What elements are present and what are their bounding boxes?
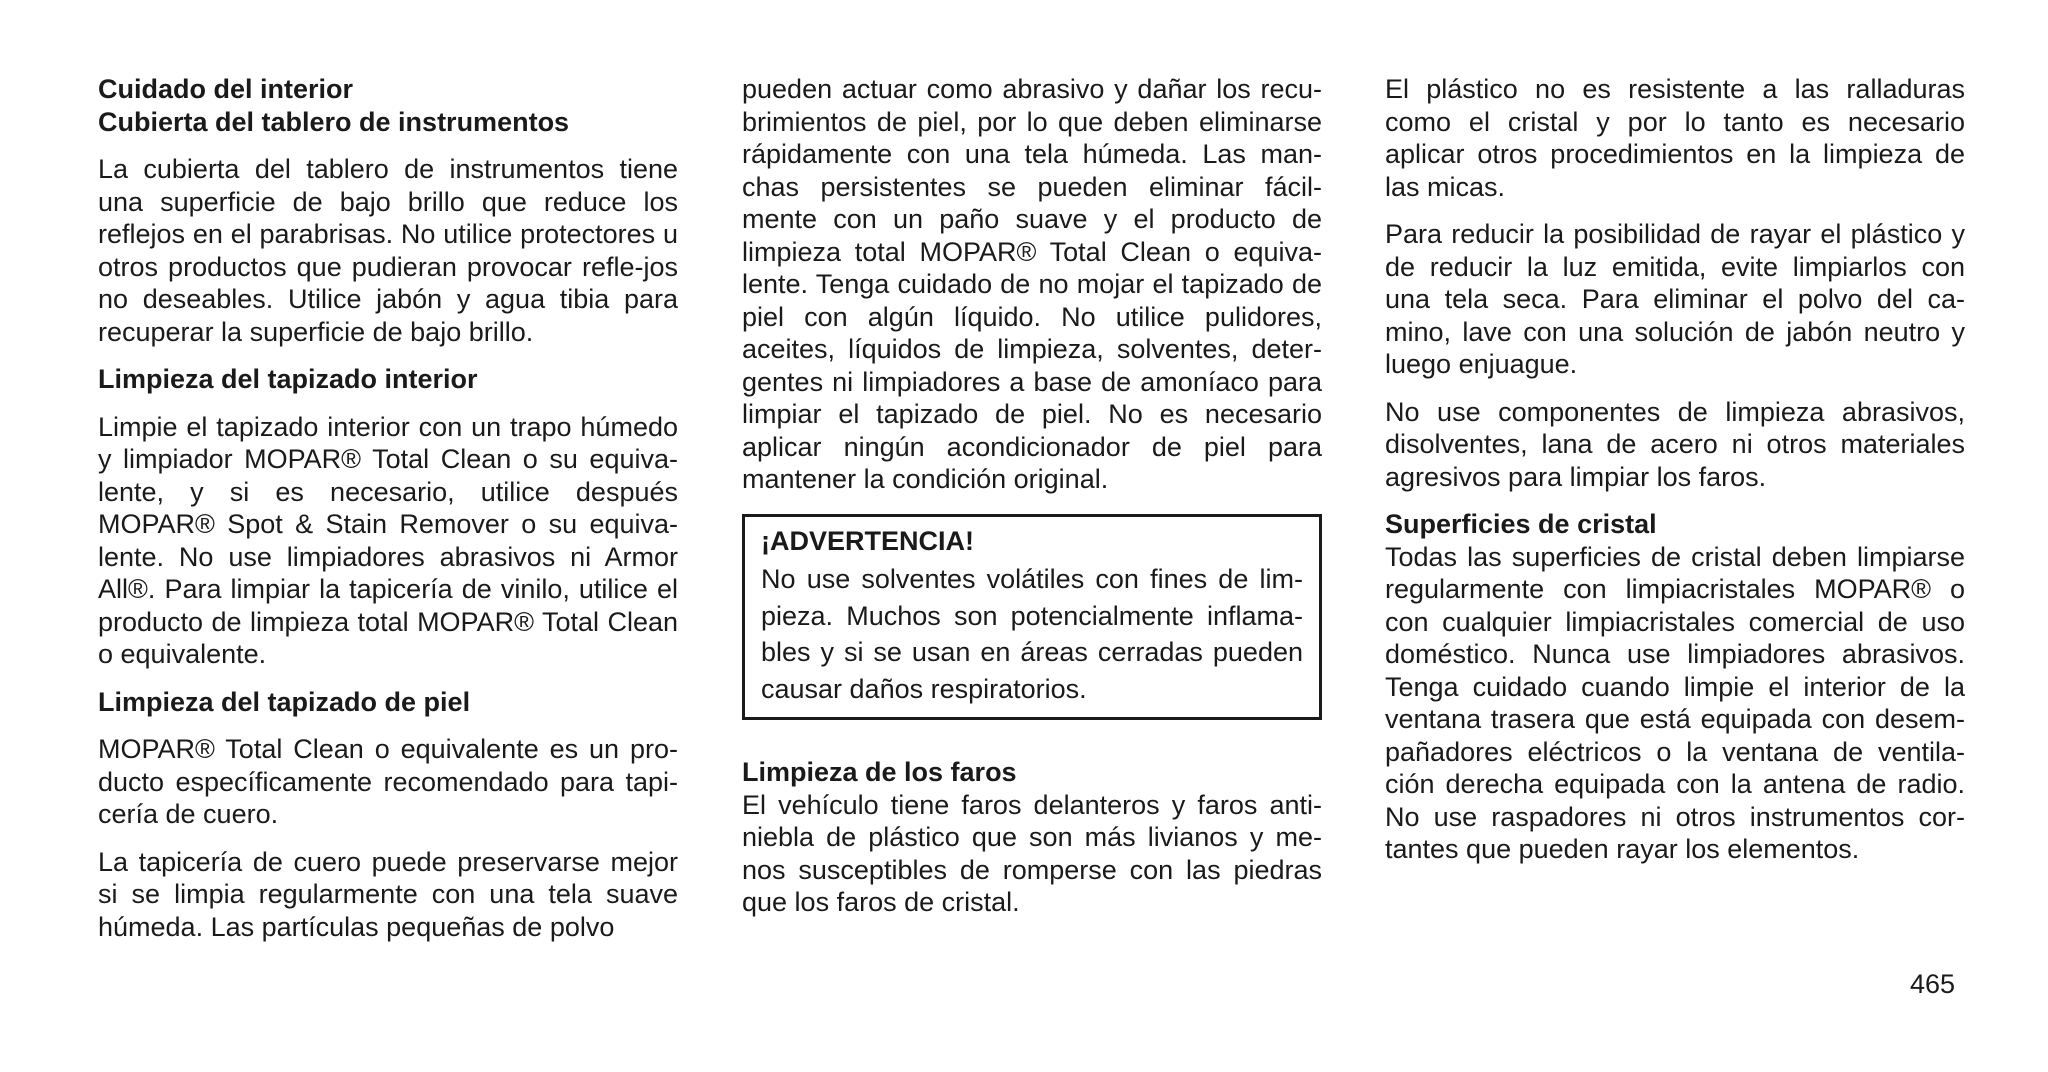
paragraph: El vehículo tiene faros delanteros y faros anti-niebla de plástico que son más livianos y me-nos susceptibles de romperse con las piedras que los faros de cristal. <box>742 789 1322 917</box>
subsection-heading: Limpieza de los faros <box>742 757 1017 787</box>
paragraph: MOPAR® Total Clean o equivalente es un pro-ducto específicamente recomendado para tapi-cería de cuero. <box>98 734 678 829</box>
paragraph: pueden actuar como abrasivo y dañar los recu-brimientos de piel, por lo que deben eliminarse rápidamente con una tela húmeda. Las man-chas persistentes se pueden eliminar fácil-mente con un paño suave y el producto de limpieza total MOPAR® Total Clean o equiva-lente. Tenga cuidado de no mojar el tapizado de piel con algún líquido. No utilice pulidores, aceites, líquidos de limpieza, solventes, deter-gentes ni limpiadores a base de amoníaco para limpiar el tapizado de piel. No es necesario aplicar ningún acondicionador de piel para mantener la condición original. <box>742 74 1322 494</box>
paragraph: Todas las superficies de cristal deben limpiarse regularmente con limpiacristales MOPAR® o con cualquier limpiacristales comercial de uso doméstico. Nunca use limpiadores abrasivos. Tenga cuidado cuando limpie el interior de la ventana trasera que está equipada con desem-pañadores eléctricos o la ventana de ventila-ción derecha equipada con la antena de radio. No use raspadores ni otros instrumentos cor-tantes que pueden rayar los elementos. <box>1385 541 1965 864</box>
warning-body: No use solventes volátiles con fines de lim-pieza. Muchos son potencialmente inflama-bles y si se usan en áreas cerradas pueden causar daños respiratorios. <box>761 564 1303 704</box>
warning-box <box>742 514 1322 721</box>
paragraph: Limpie el tapizado interior con un trapo húmedo y limpiador MOPAR® Total Clean o su equiva-lente, y si es necesario, utilice después MOPAR® Spot & Stain Remover o su equiva-lente. No use limpiadores abrasivos ni Armor All®. Para limpiar la tapicería de vinilo, utilice el producto de limpieza total MOPAR® Total Clean o equivalente. <box>98 411 678 669</box>
section-heading: Cuidado del interior <box>98 74 354 104</box>
paragraph: La cubierta del tablero de instrumentos tiene una superficie de bajo brillo que reduce los reflejos en el parabrisas. No utilice protectores u otros productos que pudieran provocar refle-jos no deseables. Utilice jabón y agua tibia para recuperar la superficie de bajo brillo. <box>98 154 678 347</box>
subsection-heading: Limpieza del tapizado de piel <box>98 686 471 717</box>
column-right <box>1385 73 1965 881</box>
warning-title: ¡ADVERTENCIA! <box>761 525 974 556</box>
subsection-heading: Superficies de cristal <box>1385 509 1657 539</box>
page-number: 465 <box>1910 969 1956 999</box>
column-middle <box>742 73 1322 934</box>
paragraph: No use componentes de limpieza abrasivos, disolventes, lana de acero ni otros materiales agresivos para limpiar los faros. <box>1385 396 1965 492</box>
paragraph: La tapicería de cuero puede preservarse mejor si se limpia regularmente con una tela suave húmeda. Las partículas pequeñas de polvo <box>98 846 678 942</box>
paragraph: Para reducir la posibilidad de rayar el plástico y de reducir la luz emitida, evite limpiarlos con una tela seca. Para eliminar el polvo del ca-mino, lave con una solución de jabón neutro y luego enjuague. <box>1385 219 1965 379</box>
paragraph: El plástico no es resistente a las ralladuras como el cristal y por lo tanto es necesario aplicar otros procedimientos en la limpieza de las micas. <box>1385 74 1965 202</box>
subsection-heading: Limpieza del tapizado interior <box>98 364 478 394</box>
subsection-heading: Cubierta del tablero de instrumentos <box>98 106 570 137</box>
column-left <box>98 73 678 958</box>
